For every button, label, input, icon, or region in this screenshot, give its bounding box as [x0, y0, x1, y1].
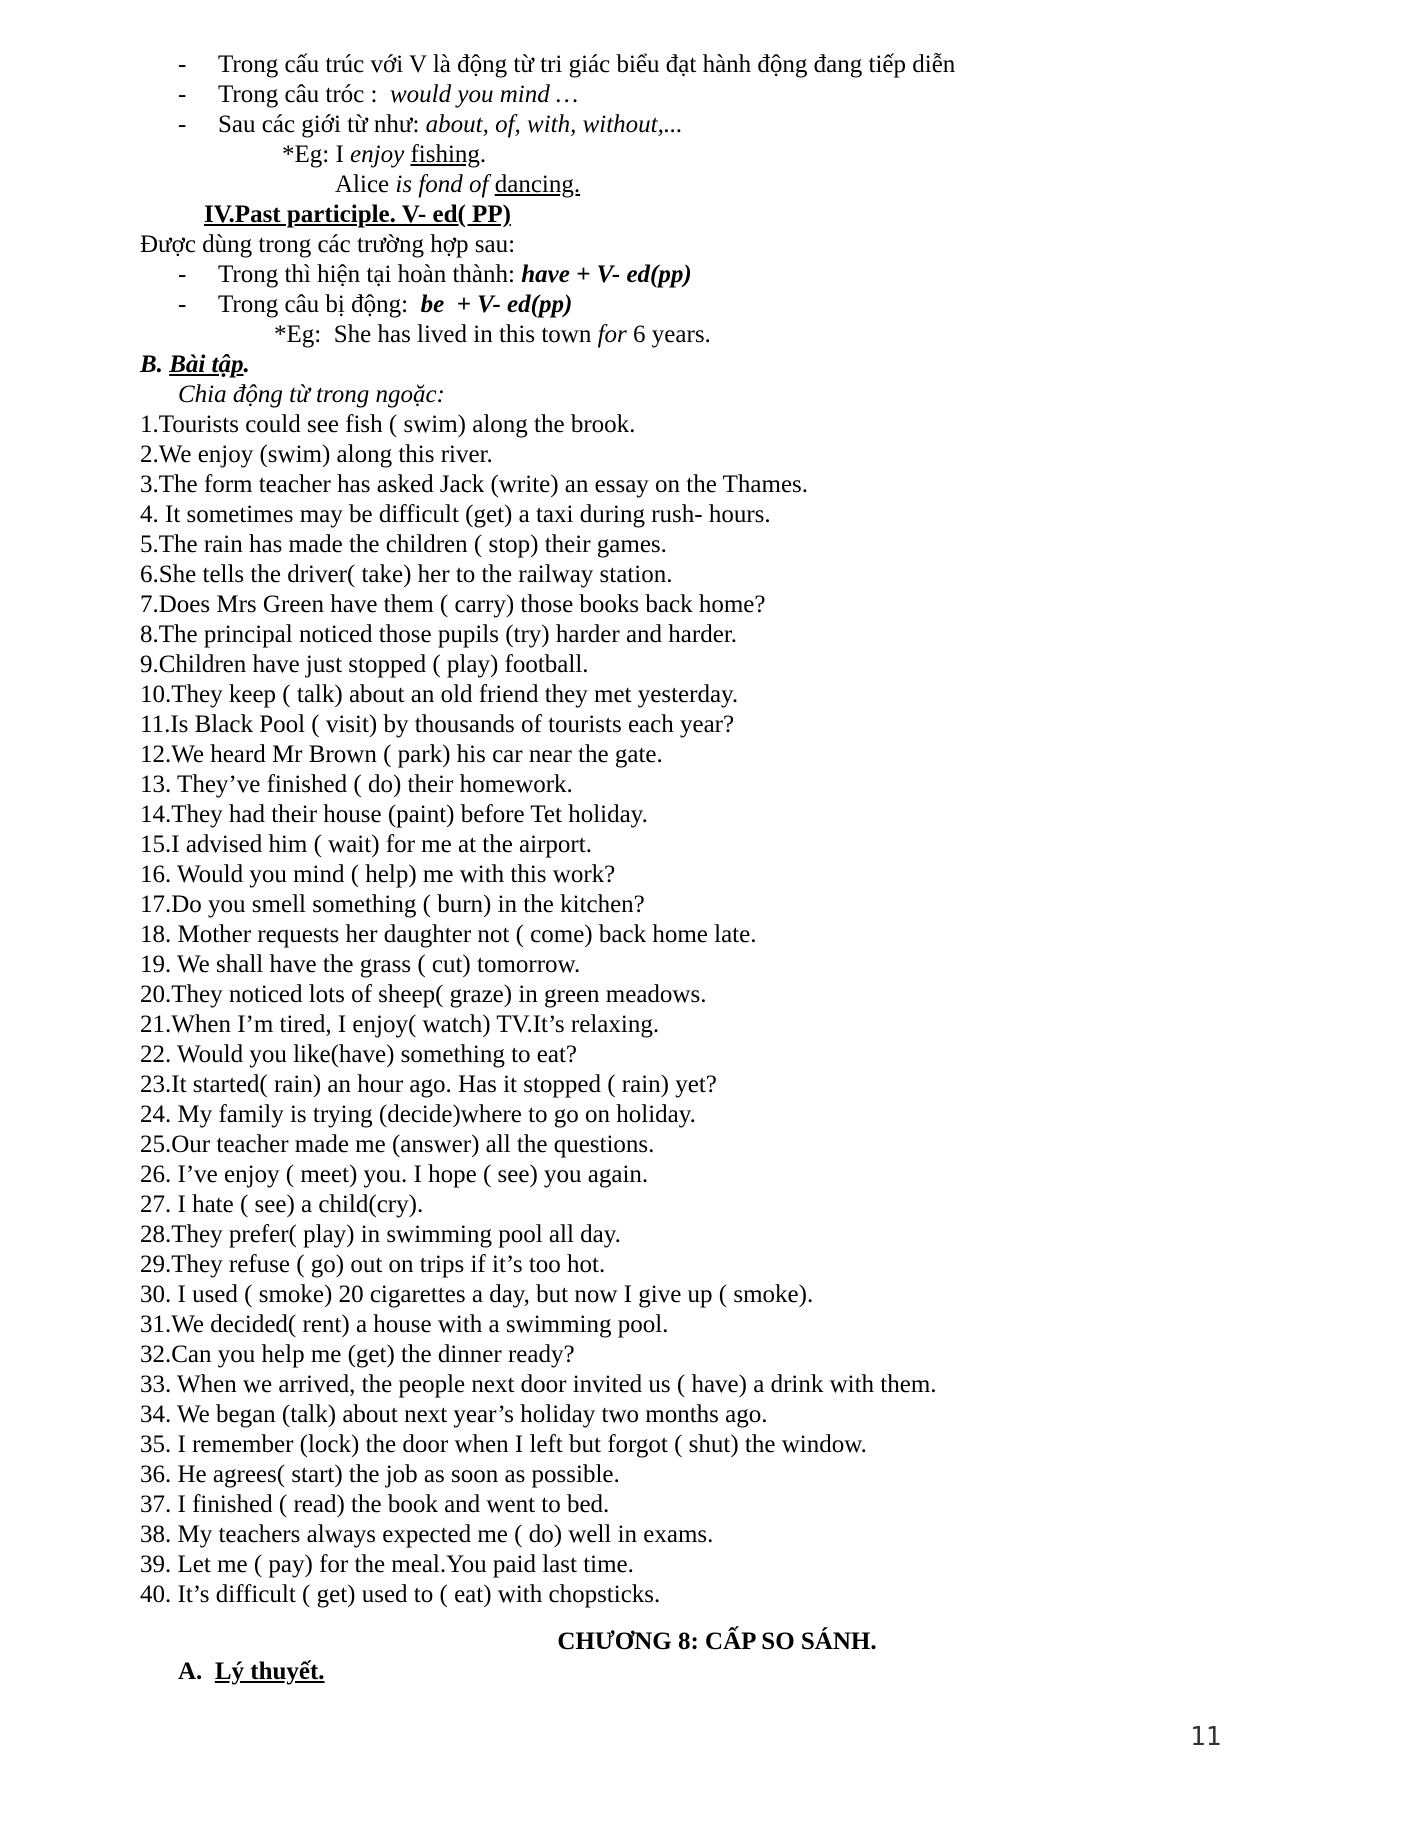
exercise-item: 12.We heard Mr Brown ( park) his car near the gate.	[140, 741, 663, 768]
bullet-dash: -	[178, 51, 187, 78]
bullet-text-plain: Sau các giới từ như:	[218, 111, 420, 138]
exercise-item: 3.The form teacher has asked Jack (write) an essay on the Thames.	[140, 471, 809, 498]
bullet-line-1	[0, 50, 1404, 80]
page-number: 11	[1190, 1722, 1222, 1752]
bullet-dash: -	[178, 261, 187, 288]
example-prefix: *Eg: I	[282, 141, 351, 168]
bullet-dash: -	[178, 81, 187, 108]
exercise-item: 10.They keep ( talk) about an old friend they met yesterday.	[140, 681, 739, 708]
exercise-item: 23.It started( rain) an hour ago. Has it stopped ( rain) yet?	[140, 1071, 717, 1098]
bullet-text-formula: be + V- ed(pp)	[420, 291, 573, 318]
exercise-item: 1.Tourists could see fish ( swim) along the brook.	[140, 411, 636, 438]
section-example	[274, 320, 711, 350]
bullet-line-2	[0, 80, 1404, 110]
exercise-item: 26. I’ve enjoy ( meet) you. I hope ( see) you again.	[140, 1161, 649, 1188]
bullet-line-3	[0, 110, 1404, 140]
bullet-text	[218, 110, 683, 140]
exercise-item: 29.They refuse ( go) out on trips if it’s too hot.	[140, 1251, 606, 1278]
section-bullet-1	[0, 260, 1404, 290]
bullet-text	[218, 290, 572, 320]
exercise-item: 25.Our teacher made me (answer) all the questions.	[140, 1131, 655, 1158]
exercise-item: 9.Children have just stopped ( play) football.	[140, 651, 589, 678]
exercise-heading	[140, 350, 250, 380]
chapter-title: CHƯƠNG 8: CẤP SO SÁNH.	[557, 1628, 877, 1655]
bullet-text-formula: have + V- ed(pp)	[521, 261, 692, 288]
chapter-subheading	[178, 1657, 325, 1687]
exercise-item: 19. We shall have the grass ( cut) tomorrow.	[140, 951, 581, 978]
bullet-text	[218, 80, 578, 110]
example-verb: is fond of	[395, 171, 489, 198]
exercise-item: 32.Can you help me (get) the dinner ready?	[140, 1341, 575, 1368]
exercise-item: 27. I hate ( see) a child(cry).	[140, 1191, 424, 1218]
exercise-item: 11.Is Black Pool ( visit) by thousands of tourists each year?	[140, 711, 735, 738]
example-prefix: *Eg: She has lived in this town	[274, 321, 598, 348]
example-end: .	[479, 141, 487, 168]
exercise-item: 35. I remember (lock) the door when I left but forgot ( shut) the window.	[140, 1431, 867, 1458]
exercise-item: 40. It’s difficult ( get) used to ( eat) with chopsticks.	[140, 1581, 661, 1608]
example-line-2	[335, 170, 580, 200]
bullet-text-plain: Trong câu bị động:	[218, 291, 409, 318]
exercise-item: 28.They prefer( play) in swimming pool all day.	[140, 1221, 621, 1248]
exercise-item: 8.The principal noticed those pupils (try) harder and harder.	[140, 621, 738, 648]
exercise-item: 13. They’ve finished ( do) their homework.	[140, 771, 573, 798]
exercise-item: 39. Let me ( pay) for the meal.You paid last time.	[140, 1551, 634, 1578]
exercise-item: 20.They noticed lots of sheep( graze) in green meadows.	[140, 981, 707, 1008]
subheading-label: A.	[178, 1658, 203, 1685]
exercise-item: 22. Would you like(have) something to eat?	[140, 1041, 578, 1068]
exercise-item: 16. Would you mind ( help) me with this work?	[140, 861, 616, 888]
bullet-dash: -	[178, 111, 187, 138]
exercise-item: 37. I finished ( read) the book and went to bed.	[140, 1491, 610, 1518]
example-object: dancing.	[494, 171, 581, 198]
exercise-item: 18. Mother requests her daughter not ( come) back home late.	[140, 921, 757, 948]
section-intro: Được dùng trong các trường hợp sau:	[140, 231, 516, 258]
exercise-item: 21.When I’m tired, I enjoy( watch) TV.It’s relaxing.	[140, 1011, 660, 1038]
exercise-item: 15.I advised him ( wait) for me at the airport.	[140, 831, 592, 858]
exercise-item: 6.She tells the driver( take) her to the railway station.	[140, 561, 673, 588]
exercise-item: 2.We enjoy (swim) along this river.	[140, 441, 493, 468]
exercise-item: 36. He agrees( start) the job as soon as possible.	[140, 1461, 620, 1488]
exercise-dot: .	[243, 351, 250, 378]
section-heading: IV.Past participle. V- ed( PP)	[204, 201, 511, 228]
exercise-item: 17.Do you smell something ( burn) in the kitchen?	[140, 891, 645, 918]
exercise-item: 33. When we arrived, the people next door invited us ( have) a drink with them.	[140, 1371, 937, 1398]
exercise-title: Bài tập	[169, 351, 244, 378]
bullet-text-plain: Trong câu tróc :	[218, 81, 378, 108]
exercise-item: 24. My family is trying (decide)where to go on holiday.	[140, 1101, 696, 1128]
exercise-item: 14.They had their house (paint) before Tet holiday.	[140, 801, 648, 828]
example-subject: Alice	[335, 171, 396, 198]
bullet-text: Trong cấu trúc với V là động từ tri giác biểu đạt hành động đang tiếp diễn	[218, 51, 956, 78]
exercise-item: 31.We decided( rent) a house with a swimming pool.	[140, 1311, 669, 1338]
exercise-item: 5.The rain has made the children ( stop) their games.	[140, 531, 667, 558]
exercise-item: 4. It sometimes may be difficult (get) a taxi during rush- hours.	[140, 501, 771, 528]
example-suffix: 6 years.	[626, 321, 711, 348]
example-object: fishing	[410, 141, 480, 168]
bullet-text-italic: about, of, with, without,...	[425, 111, 683, 138]
bullet-text-plain: Trong thì hiện tại hoàn thành:	[218, 261, 515, 288]
exercise-item: 7.Does Mrs Green have them ( carry) those books back home?	[140, 591, 766, 618]
bullet-text	[218, 260, 692, 290]
exercise-item: 38. My teachers always expected me ( do) well in exams.	[140, 1521, 714, 1548]
exercise-label: B.	[140, 351, 163, 378]
example-line-1	[282, 140, 486, 170]
bullet-dash: -	[178, 291, 187, 318]
exercise-instruction: Chia động từ trong ngoặc:	[178, 381, 445, 408]
example-verb: enjoy	[350, 141, 405, 168]
subheading-title: Lý thuyết.	[214, 1658, 325, 1685]
section-bullet-2	[0, 290, 1404, 320]
example-italic: for	[597, 321, 627, 348]
exercise-item: 34. We began (talk) about next year’s holiday two months ago.	[140, 1401, 768, 1428]
exercise-item: 30. I used ( smoke) 20 cigarettes a day, but now I give up ( smoke).	[140, 1281, 814, 1308]
bullet-text-italic: would you mind …	[389, 81, 579, 108]
